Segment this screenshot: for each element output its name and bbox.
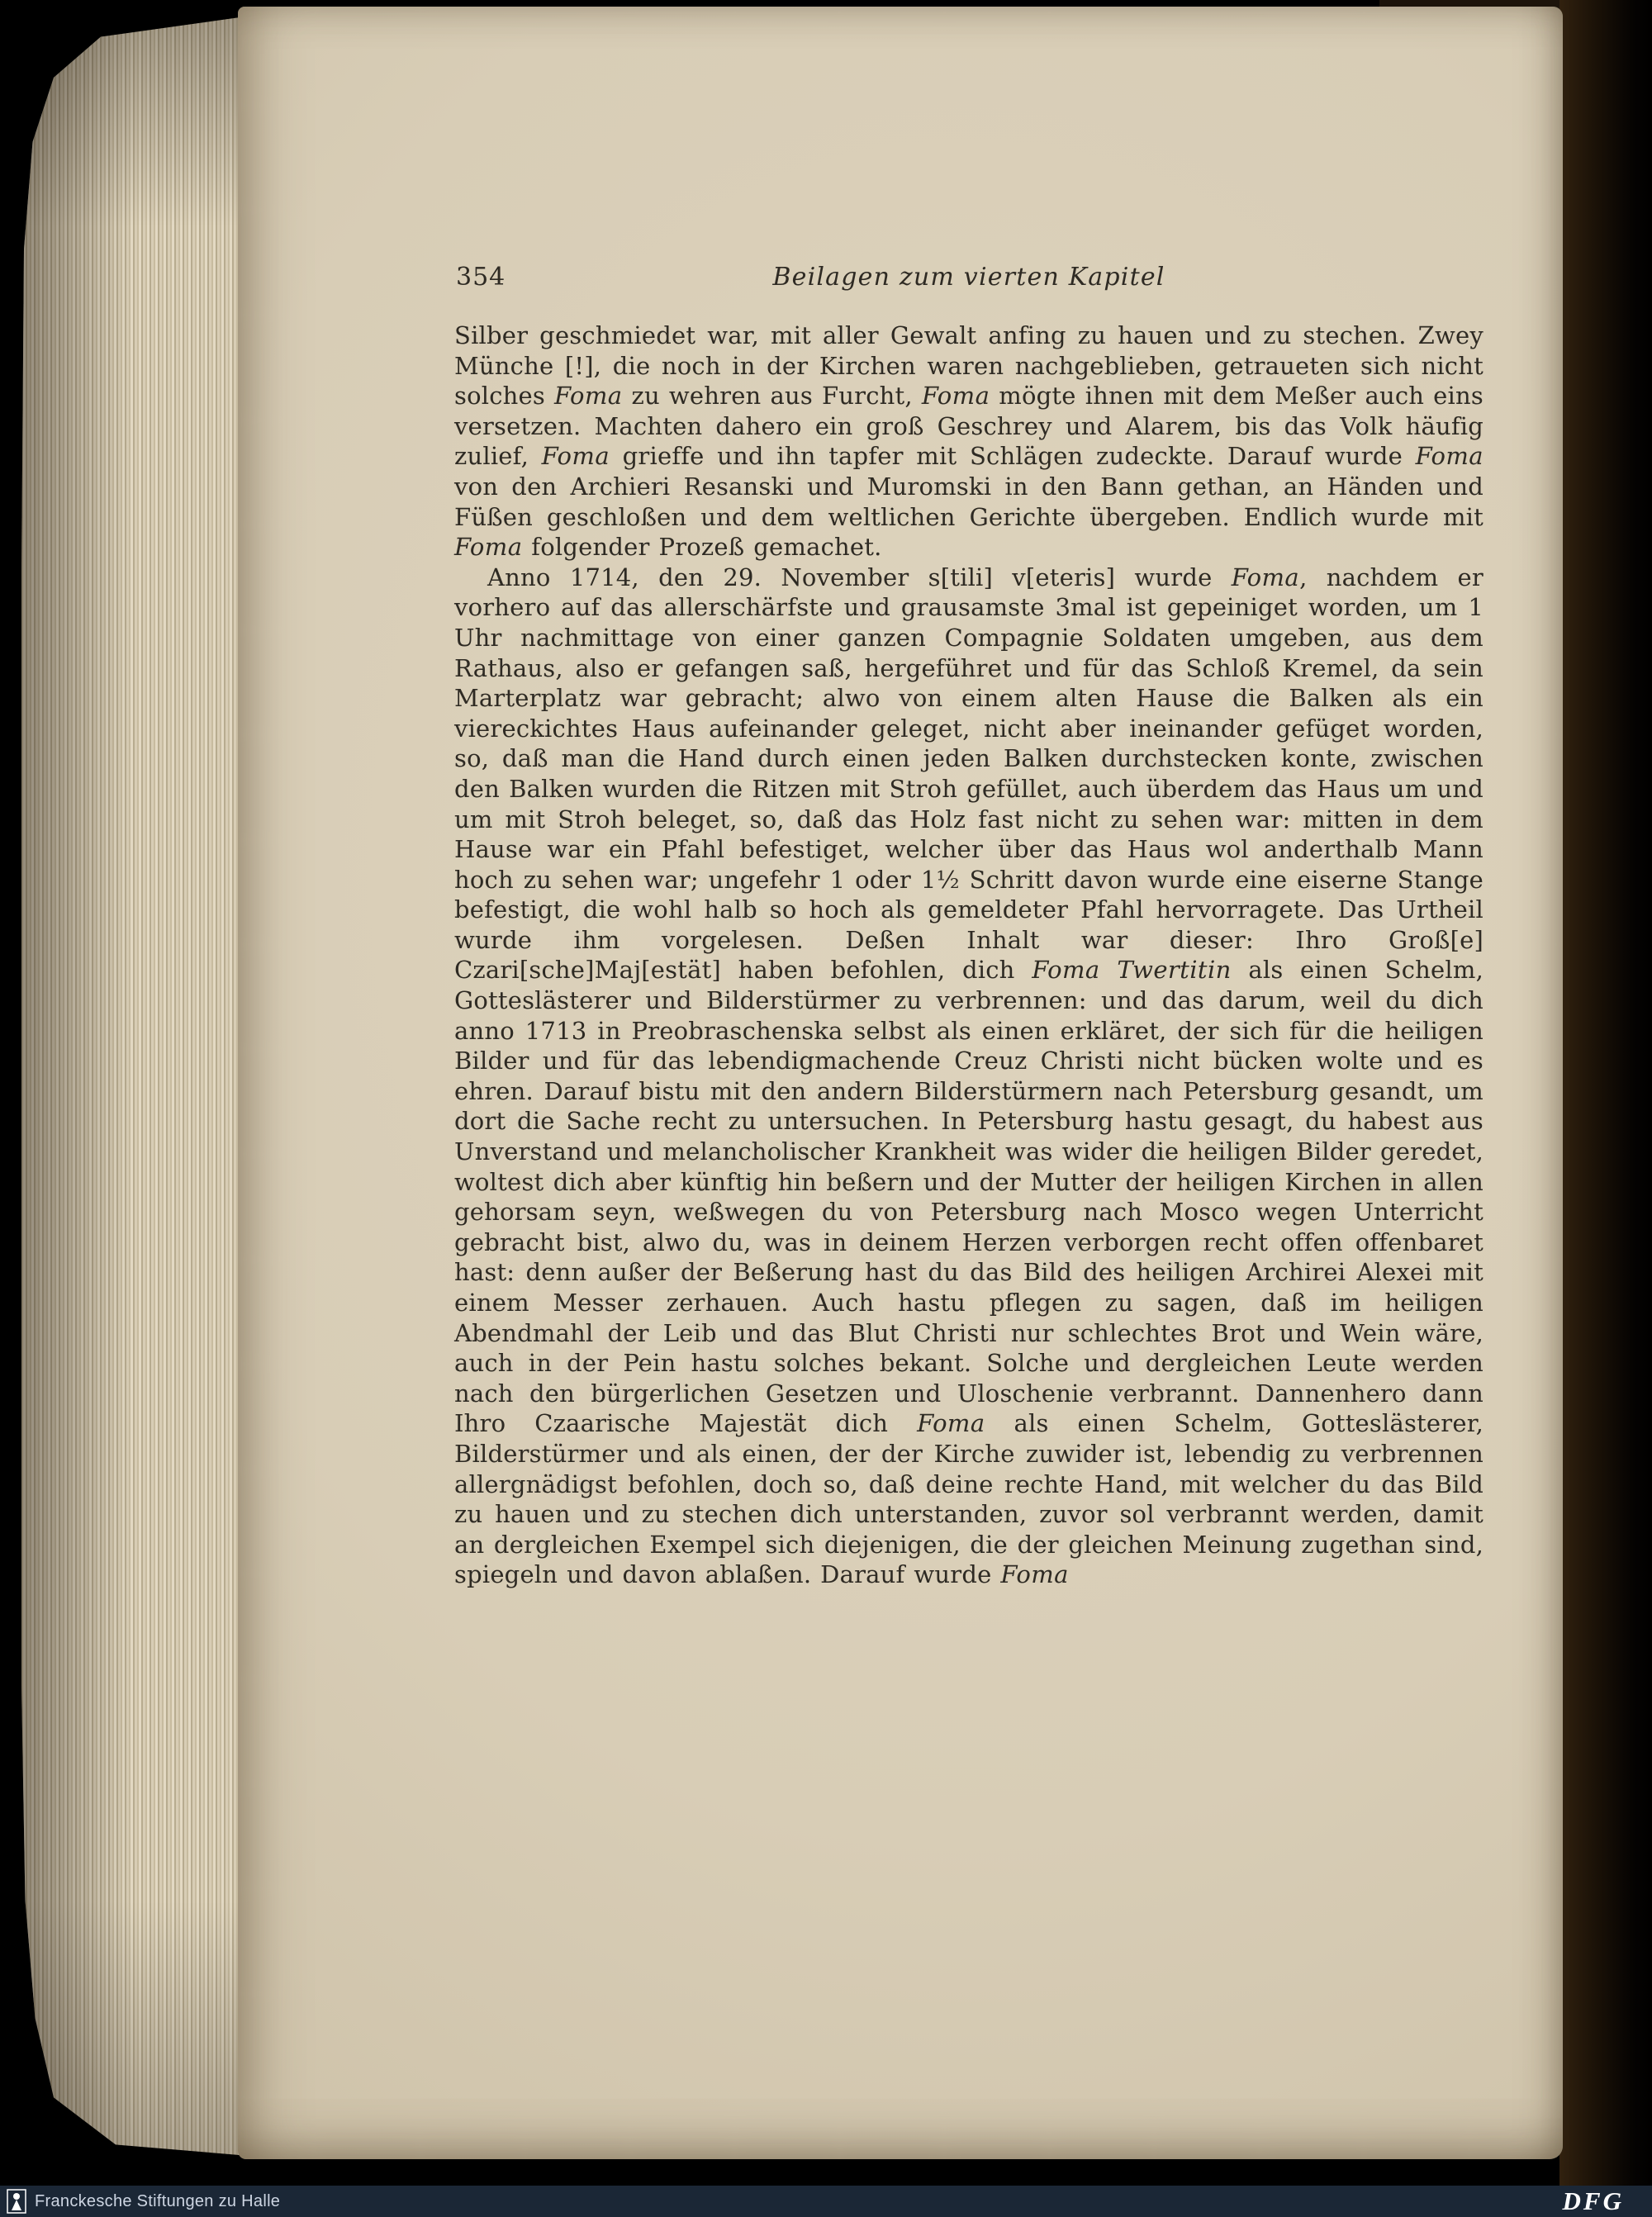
institution-label: Franckesche Stiftungen zu Halle: [35, 2191, 281, 2210]
paragraph: Anno 1714, den 29. November s[tili] v[eteris] wurde Foma, nachdem er vorhero auf das allerschärfste und grausamste 3mal ist gepeiniget worden, um 1 Uhr nachmittage von einer ganzen Compagnie Soldaten umgeben, aus dem Rathaus, also er gefangen saß, hergeführet und für das Schloß Kremel, da sein Marterplatz war gebracht; alwo von einem alten Hause die Balken als ein viereckichtes Haus aufeinander geleget, nicht aber ineinander gefüget worden, so, daß man die Hand durch einen jeden Balken durchstecken konte, zwischen den Balken wurden die Ritzen mit Stroh gefüllet, auch überdem das Haus um und um mit Stroh beleget, so, daß das Holz fast nicht zu sehen war: mitten in dem Hause war ein Pfahl befestiget, welcher über das Haus wol anderthalb Mann hoch zu sehen war; ungefehr 1 oder 1½ Schritt davon wurde eine eiserne Stange befestigt, die wohl halb so hoch als gemeldeter Pfahl hervorragete. Das Urtheil wurde ihm vorgelesen. Deßen Inhalt war dieser: Ihro Groß[e] Czari[sche]Maj[estät] haben befohlen, dich Foma Twertitin als einen Schelm, Gotteslästerer und Bilderstürmer zu verbrennen: und das darum, weil du dich anno 1713 in Preobraschenska selbst als einen erkläret, der sich für die heiligen Bilder und für das lebendigmachende Creuz Christi nicht bücken wolte und es ehren. Darauf bistu mit den andern Bilderstürmern nach Petersburg gesandt, um dort die Sache recht zu untersuchen. In Petersburg hastu gesagt, du habest aus Unverstand und melancholischer Krankheit was wider die heiligen Bilder geredet, woltest dich aber künftig hin beßern und der Mutter der heiligen Kirchen in allen gehorsam seyn, weßwegen du von Petersburg nach Mosco wegen Unterricht gebracht bist, alwo du, was in deinem Herzen verborgen recht offen offenbaret hast: denn außer der Beßerung hast du das Bild des heiligen Archirei Alexei mit einem Messer zerhauen. Auch hastu pflegen zu sagen, daß im heiligen Abendmahl der Leib und das Blut Christi nur schlechtes Brot und Wein wäre, auch in der Pein hastu solches bekant. Solche und dergleichen Leute werden nach den bürgerlichen Gesetzen und Uloschenie verbrannt. Dannenhero dann Ihro Czaarische Majestät dich Foma als einen Schelm, Gotteslästerer, Bilderstürmer und als einen, der der Kirche zuwider ist, lebendig zu verbrennen allergnädigst befohlen, doch so, daß deine rechte Hand, mit welcher du das Bild zu hauen und zu stechen dich unterstanden, zuvor sol verbrannt werden, damit an dergleichen Exempel sich diejenigen, die der gleichen Meinung zugethan sind, spiegeln und davon ablaßen. Darauf wurde Foma: [454, 563, 1483, 1589]
paragraph: Silber geschmiedet war, mit aller Gewalt anfing zu hauen und zu stechen. Zwey Münche [!], die noch in der Kirchen waren nachgeblieben, getraueten sich nicht solches Foma zu wehren aus Furcht, Foma mögte ihnen mit dem Meßer auch eins versetzen. Machten dahero ein groß Geschrey und Alarem, bis das Volk häufig zulief, Foma grieffe und ihn tapfer mit Schlägen zudeckte. Darauf wurde Foma von den Archieri Resanski und Muromski in den Bann gethan, an Händen und Füßen geschloßen und dem weltlichen Gerichte übergeben. Endlich wurde mit Foma folgender Prozeß gemachet.: [454, 321, 1483, 562]
text-block: [454, 320, 1483, 1590]
running-header: Beilagen zum vierten Kapitel: [772, 263, 1165, 292]
page-content: [454, 263, 1483, 1590]
page-number: 354: [456, 263, 506, 292]
viewer-footer-bar: [0, 2186, 1652, 2217]
book-page-edges: [21, 13, 269, 2158]
franckesche-stiftungen-logo-icon: [7, 2189, 26, 2214]
book-cover-right-edge: [1559, 0, 1652, 2217]
page-header: [454, 263, 1483, 297]
footer-left: [0, 2189, 280, 2214]
dfg-logo: DFG: [1562, 2186, 1624, 2215]
